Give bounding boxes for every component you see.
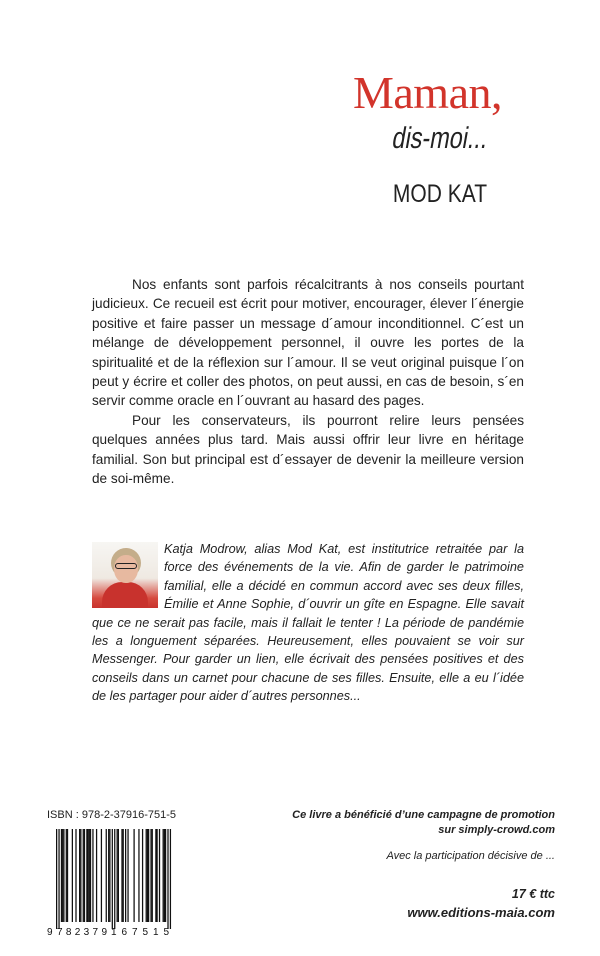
barcode-bar: [96, 829, 97, 922]
participation-note: Avec la participation décisive de ...: [386, 850, 555, 862]
barcode-bar: [165, 829, 166, 922]
barcode: [47, 829, 173, 937]
barcode-bar: [167, 829, 168, 929]
barcode-bar: [142, 829, 143, 922]
barcode-bar: [150, 829, 151, 922]
isbn: ISBN : 978-2-37916-751-5: [47, 809, 177, 821]
barcode-bar: [66, 829, 67, 922]
barcode-first-digit: 9: [47, 927, 53, 937]
barcode-bar: [114, 829, 115, 929]
blurb-paragraph: Nos enfants sont parfois récalcitrants à nos conseils pourtant judicieux. Ce recueil est écrit pour motiver, encourager, élever l´énergie positive et faire passer un message d´amour inconditionnel. C´est un mélange de développement personnel, il ouvre les portes de la spiritualité et de la réflexion sur l´amour. Il se veut original puisque l´on peut y écrire et coller des photos, on peut aussi, en cas de besoin, s´en servir comme oracle en l´ouvrant au hasard des pages.: [92, 277, 524, 409]
barcode-bar: [164, 829, 165, 922]
barcode-bar: [155, 829, 156, 922]
barcode-bar: [92, 829, 93, 922]
barcode-bar: [79, 829, 80, 922]
barcode-bar: [67, 829, 68, 922]
barcode-left-digits: 782379: [57, 927, 107, 937]
barcode-bar: [112, 829, 113, 929]
barcode-bar: [86, 829, 87, 922]
barcode-bar: [108, 829, 109, 922]
barcode-bar: [156, 829, 157, 922]
barcode-bar: [118, 829, 119, 922]
promo-line: Ce livre a bénéficié d’une campagne de promotion: [292, 809, 555, 821]
barcode-bar: [170, 829, 171, 929]
barcode-bar: [163, 829, 164, 922]
barcode-bar: [148, 829, 149, 922]
barcode-bar: [63, 829, 64, 922]
barcode-bar: [89, 829, 90, 922]
barcode-bar: [75, 829, 76, 922]
barcode-bar: [62, 829, 63, 922]
book-subtitle: dis-moi...: [390, 122, 491, 155]
barcode-bar: [159, 829, 160, 922]
author-bio: [92, 540, 524, 706]
barcode-bar: [58, 829, 59, 929]
barcode-bar: [83, 829, 84, 922]
barcode-bar: [121, 829, 122, 922]
barcode-bar: [133, 829, 134, 922]
barcode-bar: [147, 829, 148, 922]
barcode-bar: [123, 829, 124, 922]
blurb-paragraph: Pour les conservateurs, ils pourront relire leurs pensées quelques années plus tard. Mais aussi offrir leur livre en héritage familial. Son but principal est d´essayer de devenir la meilleure version de soi-même.: [92, 412, 524, 487]
barcode-bar: [125, 829, 126, 922]
barcode-bar: [90, 829, 91, 922]
barcode-bar: [80, 829, 81, 922]
barcode-bar: [117, 829, 118, 922]
book-title: Maman,: [352, 67, 502, 118]
publisher-website: www.editions-maia.com: [407, 905, 555, 920]
barcode-bar: [84, 829, 85, 922]
author-bio-text: Katja Modrow, alias Mod Kat, est institutrice retraitée par la force des événements de la vie. Afin de garder le patrimoine familial, elle a décidé en commun accord avec ses deux filles, Émilie et Anne Sophie, d´ouvrir un gîte en Espagne. Elle savait que ce ne serait pas facile, mais il fallait le tenter ! La période de pandémie les a longuement séparées. Heureusement, elles pouvaient se voir sur Messenger. Pour garder un lien, elle écrivait des pensées positives et des conseils dans un carnet pour chacune de ses filles. Ensuite, elle a eu l´idée de les partager pour aider d´autres personnes...: [92, 542, 524, 704]
barcode-bar: [106, 829, 107, 922]
barcode-bar: [109, 829, 110, 922]
barcode-bar: [127, 829, 128, 922]
barcode-bar: [87, 829, 88, 922]
promo-note: [292, 808, 555, 838]
barcode-bar: [72, 829, 73, 922]
author-photo: [92, 542, 158, 608]
barcode-right-digits: 167515: [111, 927, 169, 937]
barcode-bar: [101, 829, 102, 922]
barcode-bar: [61, 829, 62, 922]
barcode-bar: [146, 829, 147, 922]
barcode-bar: [138, 829, 139, 922]
barcode-bar: [152, 829, 153, 922]
author-name: MOD KAT: [392, 180, 487, 208]
promo-link: sur simply-crowd.com: [438, 824, 555, 836]
barcode-bar: [56, 829, 57, 929]
price: 17 € ttc: [511, 887, 555, 901]
book-blurb: [92, 275, 524, 488]
